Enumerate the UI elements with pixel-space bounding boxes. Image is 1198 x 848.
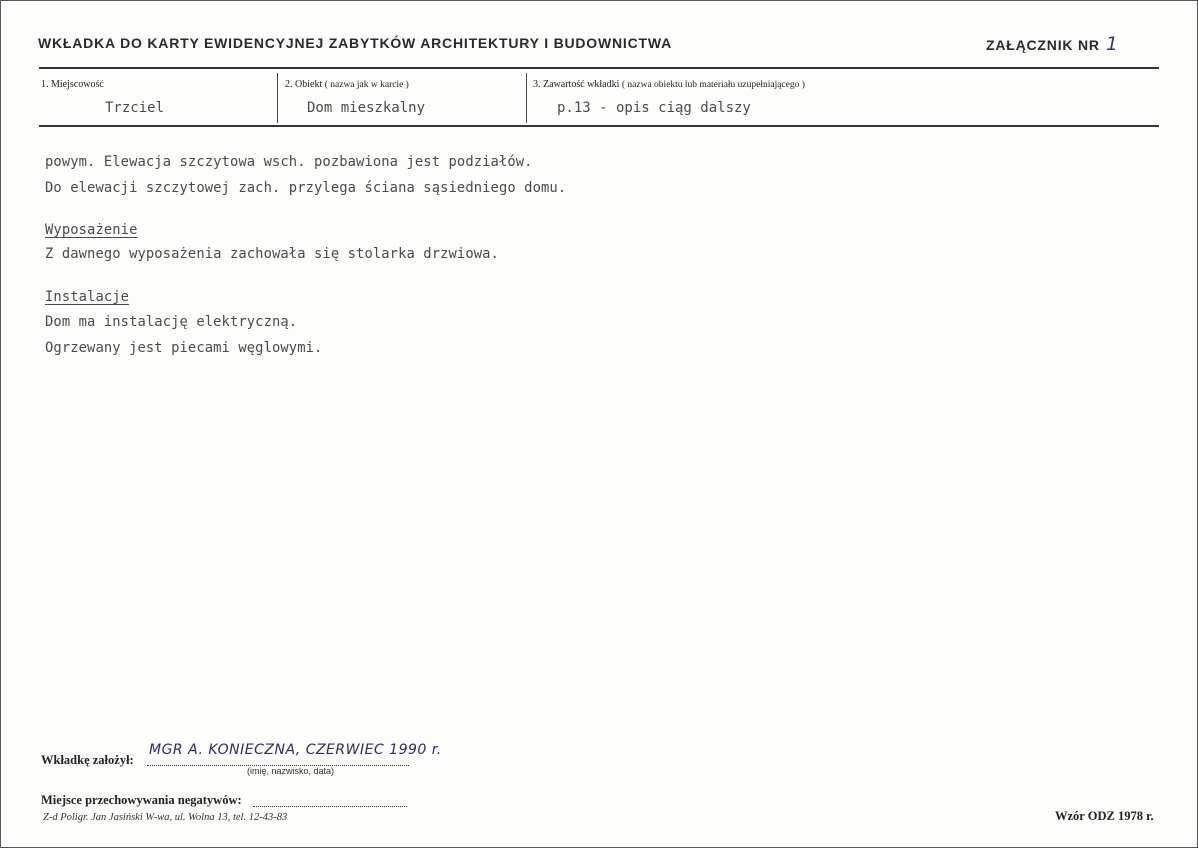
header-top-rule — [39, 67, 1159, 69]
document-title: WKŁADKA DO KARTY EWIDENCYJNEJ ZABYTKÓW ARCHITEKTURY I BUDOWNICTWA — [38, 35, 673, 51]
object-hint: ( nazwa jak w karcie ) — [324, 80, 409, 90]
installations-line: Dom ma instalację elektryczną. — [45, 314, 298, 330]
created-by-signature: MGR A. KONIECZNA, CZERWIEC 1990 r. — [149, 742, 442, 758]
created-by-label: Wkładkę założył: — [41, 753, 134, 767]
body-line: Do elewacji szczytowej zach. przylega ściana sąsiedniego domu. — [45, 180, 567, 196]
annex-label — [986, 33, 1119, 55]
equipment-heading: Wyposażenie — [45, 222, 138, 238]
content-label — [533, 79, 805, 90]
content-value: p.13 - opis ciąg dalszy — [557, 100, 751, 116]
created-by-caption: (imię, nazwisko, data) — [247, 766, 335, 776]
installations-heading: Instalacje — [45, 289, 130, 305]
negatives-dotted-line — [253, 805, 407, 807]
content-hint: ( nazwa obiektu lub materiału uzupełniającego ) — [621, 80, 805, 90]
object-label — [285, 79, 409, 90]
content-label-text: 3. Zawartość wkładki — [533, 79, 620, 90]
object-label-text: 2. Obiekt — [285, 79, 323, 90]
field-divider — [526, 73, 527, 123]
annex-label-text: ZAŁĄCZNIK NR — [986, 37, 1100, 53]
annex-number: 1 — [1105, 33, 1119, 55]
installations-line: Ogrzewany jest piecami węglowymi. — [45, 340, 323, 356]
negatives-label: Miejsce przechowywania negatywów: — [41, 793, 242, 807]
field-divider — [277, 73, 278, 123]
printer-imprint: Z-d Poligr. Jan Jasiński W-wa, ul. Wolna 13, tel. 12-43-83 — [43, 812, 288, 823]
object-value: Dom mieszkalny — [307, 100, 426, 116]
locality-label: 1. Miejscowość — [41, 79, 104, 90]
form-model: Wzór ODZ 1978 r. — [1055, 809, 1154, 823]
locality-value: Trzciel — [105, 100, 165, 116]
body-line: powym. Elewacja szczytowa wsch. pozbawiona jest podziałów. — [45, 154, 533, 170]
equipment-text: Z dawnego wyposażenia zachowała się stolarka drzwiowa. — [45, 246, 499, 262]
header-bottom-rule — [39, 125, 1159, 127]
